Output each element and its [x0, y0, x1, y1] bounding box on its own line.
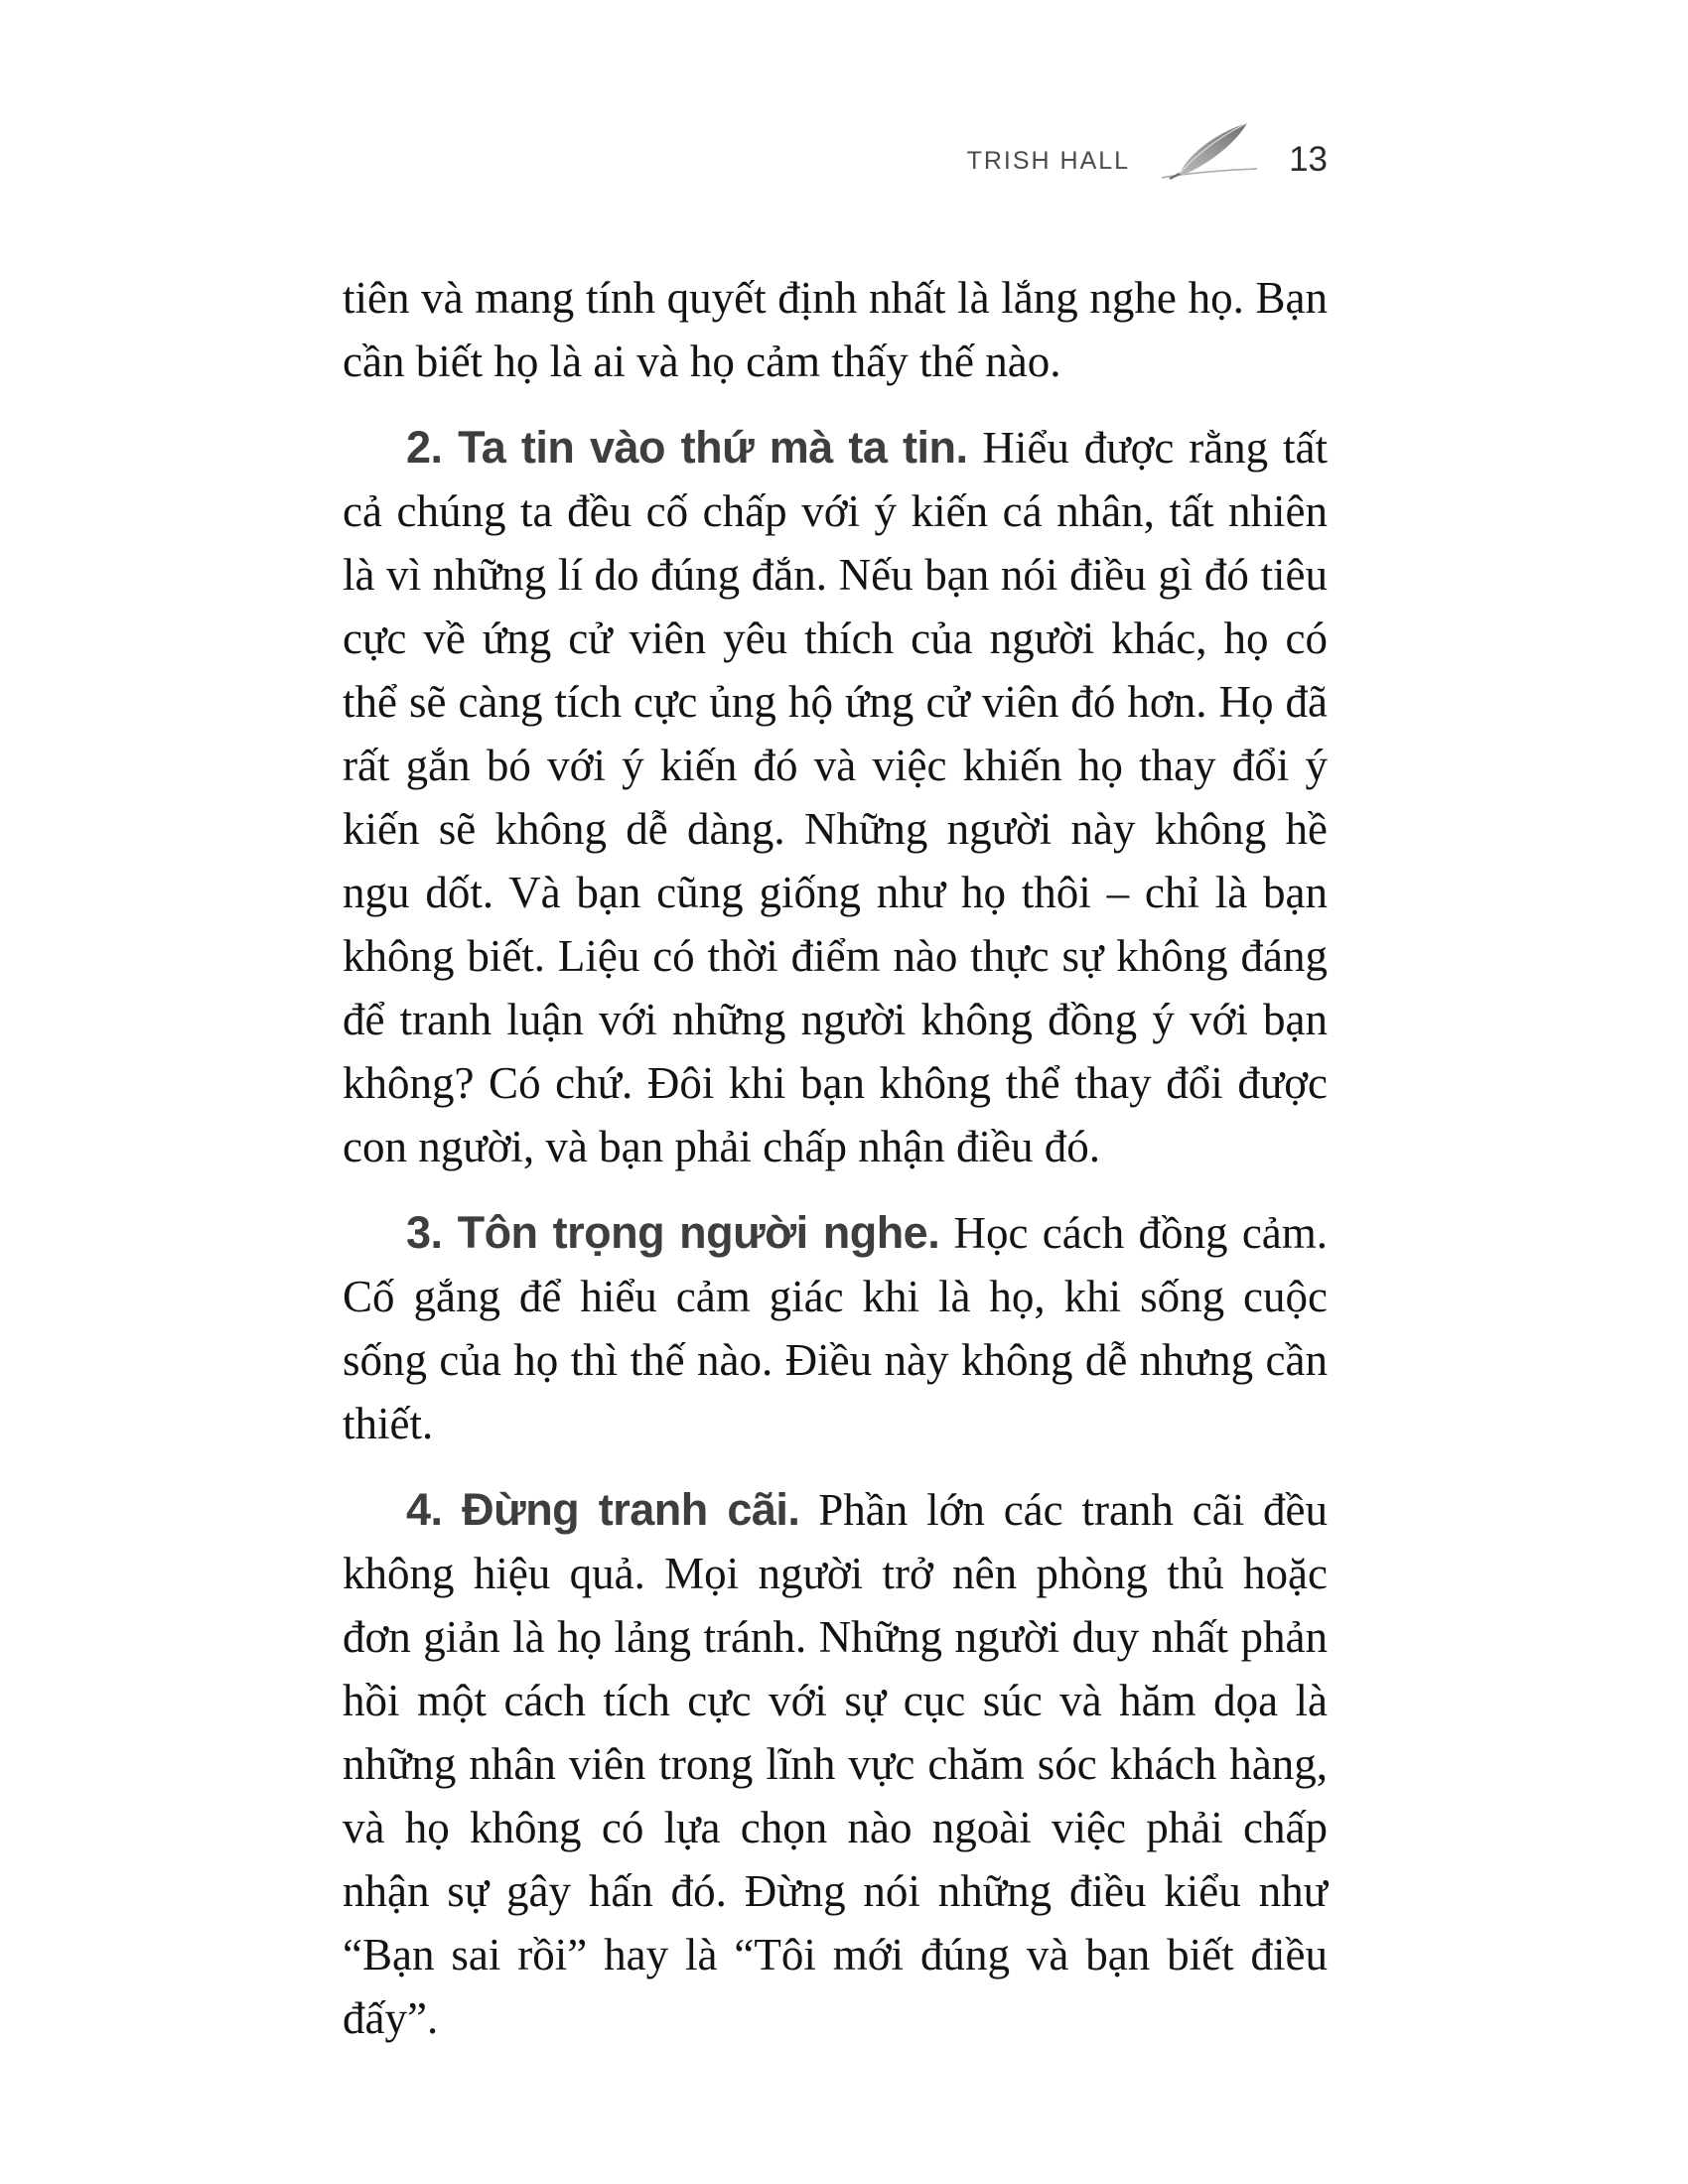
paragraph-text: Phần lớn các tranh cãi đều không hiệu quả. Mọi người trở nên phòng thủ hoặc đơn giản là họ lảng tránh. Những người duy nhất phản hồi một cách tích cực với sự cục súc và hăm dọa là những nhân viên trong lĩnh vực chăm sóc khách hàng, và họ không có lựa chọn nào ngoài việc phải chấp nhận sự gây hấn đó. Đừng nói những điều kiểu như “Bạn sai rồi” hay là “Tôi mới đúng và bạn biết điều đấy”.	[343, 1485, 1329, 2043]
paragraph-rule-3	[343, 1201, 1328, 1455]
page-text-block	[343, 266, 1328, 2050]
page-header	[343, 129, 1328, 177]
running-head-author: TRISH HALL	[966, 147, 1131, 175]
rule-3-heading: 3. Tôn trọng người nghe.	[406, 1207, 940, 1258]
paragraph-continuation	[343, 266, 1328, 393]
paragraph-text: Học cách đồng cảm. Cố gắng để hiểu cảm giác khi là họ, khi sống cuộc sống của họ thì thế nào. Điều này không dễ nhưng cần thiết.	[343, 1208, 1329, 1448]
paragraph-rule-4	[343, 1478, 1328, 2050]
paragraph-text: tiên và mang tính quyết định nhất là lắng nghe họ. Bạn cần biết họ là ai và họ cảm thấy thế nào.	[343, 273, 1328, 386]
paragraph-rule-2	[343, 416, 1328, 1178]
quill-feather-icon	[1160, 121, 1259, 183]
rule-4-heading: 4. Đừng tranh cãi.	[406, 1484, 800, 1535]
rule-2-heading: 2. Ta tin vào thứ mà ta tin.	[406, 422, 968, 473]
page-number: 13	[1289, 140, 1328, 179]
paragraph-text: Hiểu được rằng tất cả chúng ta đều cố chấp với ý kiến cá nhân, tất nhiên là vì những lí do đúng đắn. Nếu bạn nói điều gì đó tiêu cực về ứng cử viên yêu thích của người khác, họ có thể sẽ càng tích cực ủng hộ ứng cử viên đó hơn. Họ đã rất gắn bó với ý kiến đó và việc khiến họ thay đổi ý kiến sẽ không dễ dàng. Những người này không hề ngu dốt. Và bạn cũng giống như họ thôi – chỉ là bạn không biết. Liệu có thời điểm nào thực sự không đáng để tranh luận với những người không đồng ý với bạn không? Có chứ. Đôi khi bạn không thể thay đổi được con người, và bạn phải chấp nhận điều đó.	[343, 423, 1329, 1171]
